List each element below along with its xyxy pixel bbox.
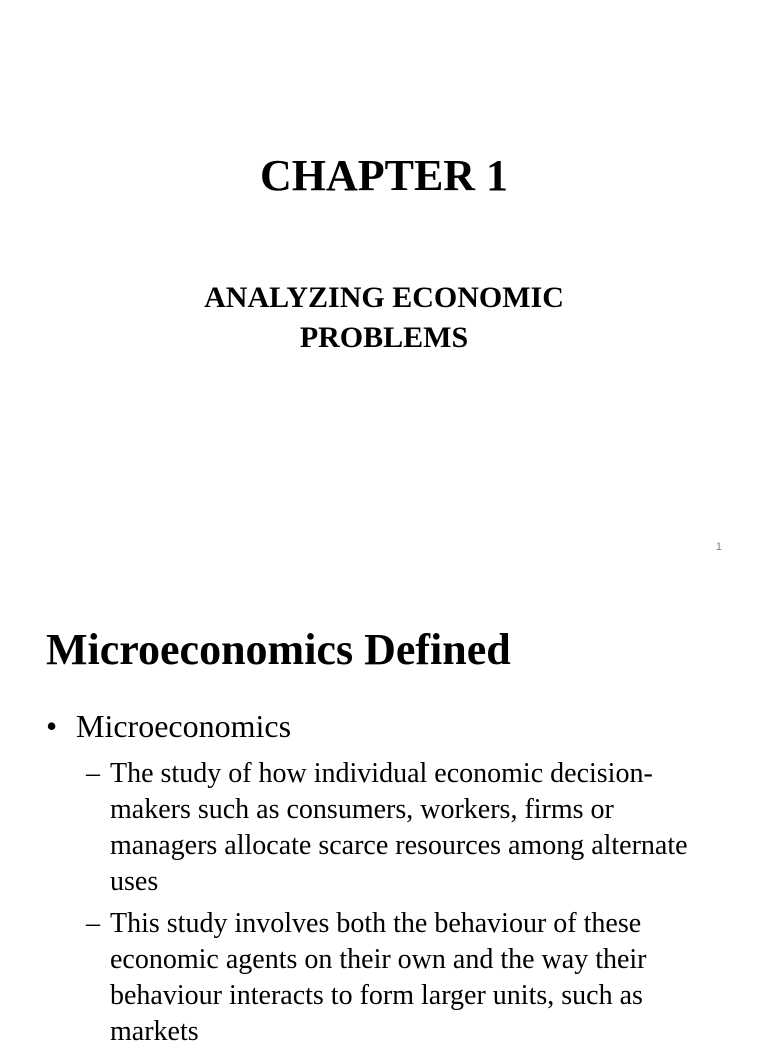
subtitle-line: ANALYZING ECONOMIC (204, 281, 564, 314)
chapter-title: CHAPTER 1 (259, 151, 509, 200)
dash-marker: – (86, 758, 100, 789)
sub-bullet-list (86, 756, 726, 1056)
content-slide (0, 576, 768, 1047)
sub-bullet-item (86, 756, 726, 900)
sub-bullet-item (86, 906, 726, 1050)
bullet-text: Microeconomics (76, 708, 292, 744)
page-number: 1 (715, 541, 722, 553)
chapter-subtitle (0, 278, 768, 358)
slide-heading: Microeconomics Defined (46, 625, 511, 674)
dash-marker: – (86, 908, 100, 939)
sub-bullet-text: The study of how individual economic decision-makers such as consumers, workers, firms or managers allocate scarce resources among alternate uses (110, 758, 688, 897)
bullet-item (46, 706, 291, 746)
subtitle-line: PROBLEMS (299, 321, 469, 354)
sub-bullet-text: This study involves both the behaviour of these economic agents on their own and the way their behaviour interacts to form larger units, such as markets (110, 908, 647, 1047)
bullet-dot: • (46, 708, 58, 744)
